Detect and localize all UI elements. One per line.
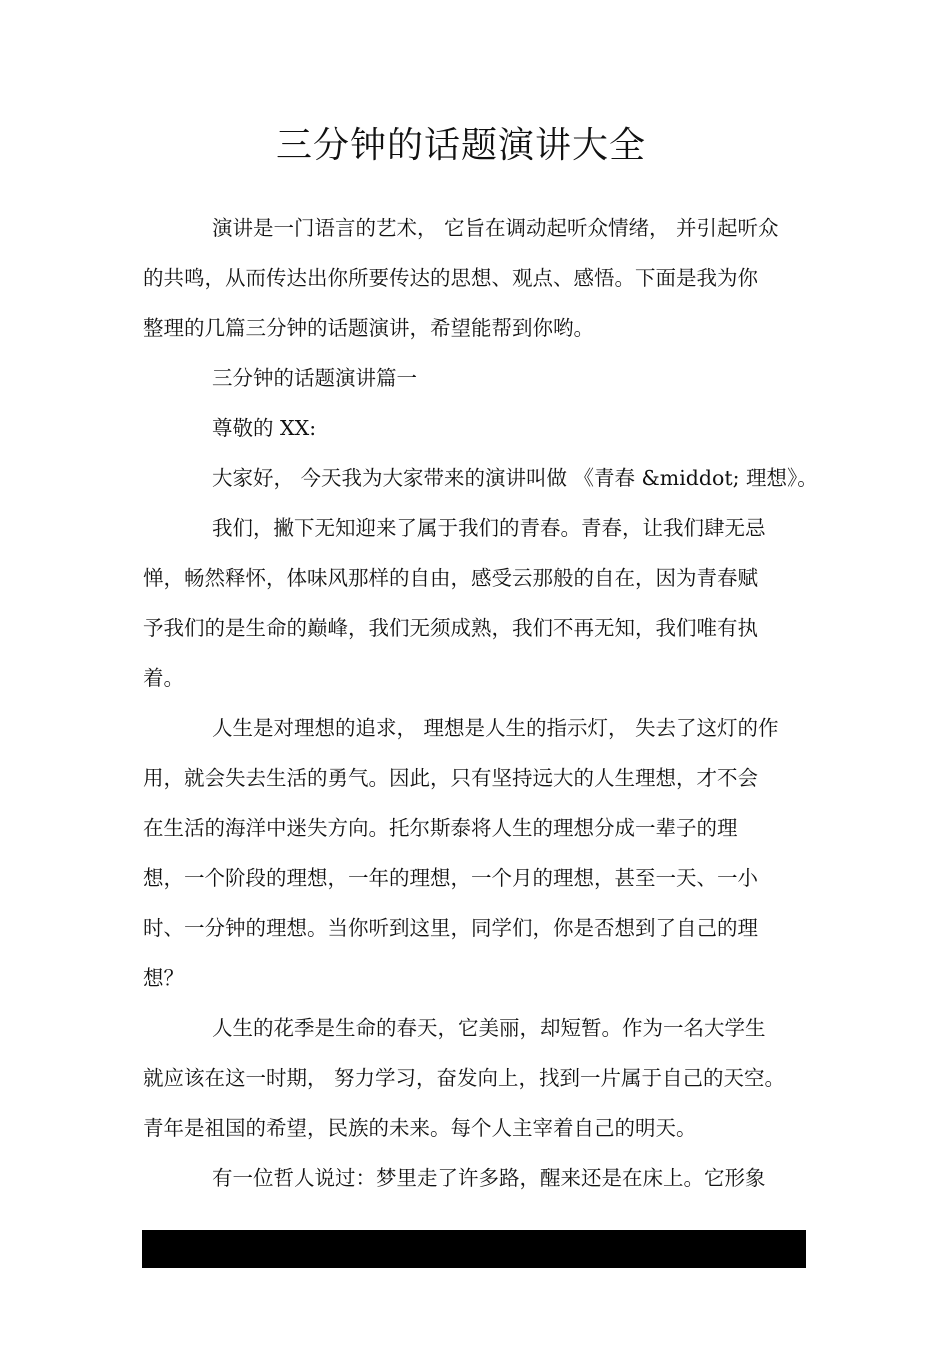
paragraph-line: 人生的花季是生命的春天，它美丽，却短暂。作为一名大学生 [212,1016,766,1040]
paragraph-line: 有一位哲人说过：梦里走了许多路，醒来还是在床上。它形象 [212,1166,766,1190]
paragraph-line: 想，一个阶段的理想，一年的理想，一个月的理想，甚至一天、一小 [143,866,758,890]
section-heading: 三分钟的话题演讲篇一 [212,366,417,390]
paragraph-line: 我们，撇下无知迎来了属于我们的青春。青春，让我们肆无忌 [212,516,766,540]
paragraph-line: 想？ [143,966,184,990]
paragraph-line: 的共鸣，从而传达出你所要传达的思想、观点、感悟。下面是我为你 [143,266,758,290]
paragraph-line: 就应该在这一时期， 努力学习，奋发向上，找到一片属于自己的天空。 [143,1066,786,1090]
salutation: 尊敬的 XX: [212,416,317,440]
redaction-bar [142,1230,806,1268]
page-title: 三分钟的话题演讲大全 [275,125,646,166]
paragraph-line: 青年是祖国的希望，民族的未来。每个人主宰着自己的明天。 [143,1116,697,1140]
paragraph-line: 时、一分钟的理想。当你听到这里，同学们，你是否想到了自己的理 [143,916,758,940]
paragraph-line: 着。 [143,666,184,690]
paragraph-line: 整理的几篇三分钟的话题演讲，希望能帮到你哟。 [143,316,594,340]
paragraph-line: 人生是对理想的追求， 理想是人生的指示灯， 失去了这灯的作 [212,716,779,740]
paragraph-line: 演讲是一门语言的艺术， 它旨在调动起听众情绪， 并引起听众 [212,216,779,240]
paragraph-line: 惮，畅然释怀，体味风那样的自由，感受云那般的自在，因为青春赋 [143,566,758,590]
paragraph-line: 用，就会失去生活的勇气。因此，只有坚持远大的人生理想，才不会 [143,766,758,790]
paragraph-line: 大家好， 今天我为大家带来的演讲叫做 《青春 &middot; 理想》。 [212,466,818,490]
paragraph-line: 予我们的是生命的巅峰，我们无须成熟，我们不再无知，我们唯有执 [143,616,758,640]
paragraph-line: 在生活的海洋中迷失方向。托尔斯泰将人生的理想分成一辈子的理 [143,816,738,840]
